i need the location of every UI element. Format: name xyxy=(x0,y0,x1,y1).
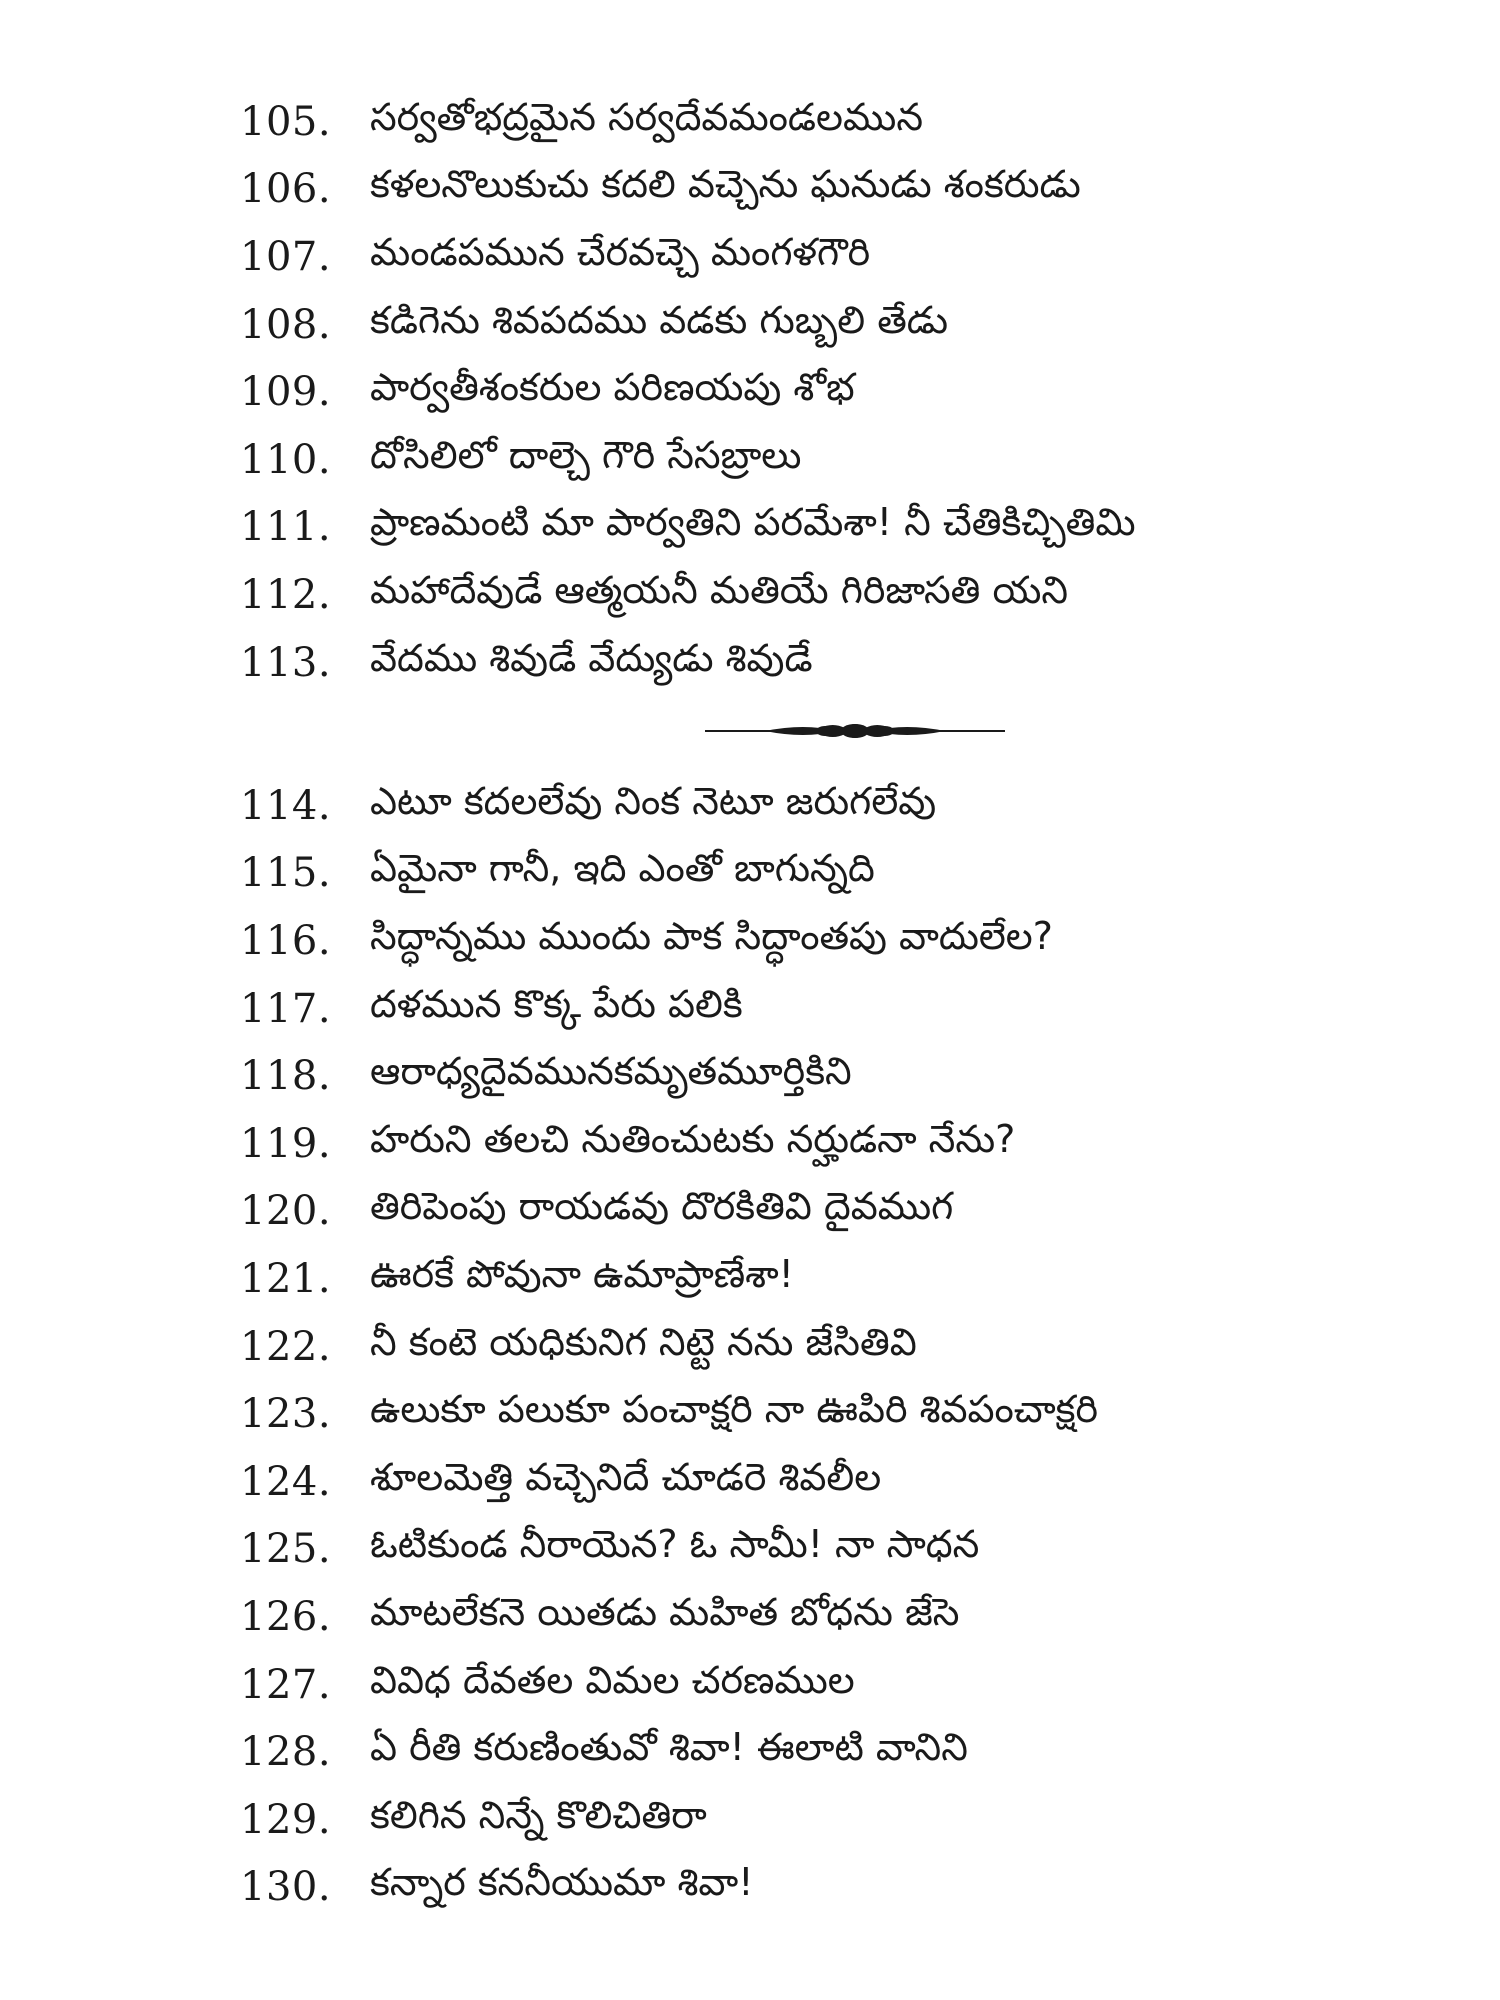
verse-line xyxy=(240,1516,1440,1584)
verse-line xyxy=(240,840,1440,908)
verse-text: వేదము శివుడే వేద్యుడు శివుడే xyxy=(370,635,813,680)
verse-list-bottom xyxy=(240,772,1440,1921)
verse-line xyxy=(240,1245,1440,1313)
verse-text: మాటలేకనె యితడు మహిత బోధను జేసె xyxy=(370,1589,960,1634)
verse-number: 129. xyxy=(240,1796,332,1843)
verse-line xyxy=(240,975,1440,1043)
verse-number: 113. xyxy=(240,639,332,686)
verse-number: 105. xyxy=(240,98,332,145)
verse-number: 127. xyxy=(240,1661,332,1708)
verse-line xyxy=(240,291,1440,359)
verse-text: ఆరాధ్యదైవమునకమృతమూర్తికిని xyxy=(370,1049,852,1094)
verse-line xyxy=(240,1380,1440,1448)
verse-number: 126. xyxy=(240,1593,332,1640)
verse-number: 106. xyxy=(240,166,332,213)
verse-text: మండపమున చేరవచ్చె మంగళగౌరి xyxy=(370,229,871,274)
verse-line xyxy=(240,358,1440,426)
verse-text: కడిగెను శివపదము వడకు గుబ్బలి తేడు xyxy=(370,297,949,342)
verse-number: 118. xyxy=(240,1053,332,1100)
verse-text: కన్నార కననీయుమా శివా! xyxy=(370,1860,754,1905)
verse-text: దళమున కొక్క పేరు పలికి xyxy=(370,981,743,1026)
verse-text: నీ కంటె యధికునిగ నిట్టె నను జేసితివి xyxy=(370,1319,917,1364)
verse-number: 130. xyxy=(240,1864,332,1911)
verse-number: 117. xyxy=(240,985,332,1032)
verse-text: ఊరకే పోవునా ఉమాప్రాణేశా! xyxy=(370,1251,794,1296)
verse-number: 119. xyxy=(240,1120,332,1167)
verse-number: 123. xyxy=(240,1391,332,1438)
verse-line xyxy=(240,88,1440,156)
verse-text: మహాదేవుడే ఆత్మయనీ మతియే గిరిజాసతి యని xyxy=(370,567,1069,612)
verse-text: ఓటికుండ నీరాయెన? ఓ సామీ! నా సాధన xyxy=(370,1522,980,1567)
verse-text: ప్రాణమంటి మా పార్వతిని పరమేశా! నీ చేతికిచ్చితిమి xyxy=(370,500,1136,545)
verse-line xyxy=(240,426,1440,494)
verse-number: 112. xyxy=(240,571,332,618)
verse-text: తిరిపెంపు రాయడవు దొరకితివి దైవముగ xyxy=(370,1184,954,1229)
verse-number: 108. xyxy=(240,301,332,348)
verse-line xyxy=(240,772,1440,840)
verse-number: 109. xyxy=(240,369,332,416)
verse-number: 111. xyxy=(240,504,332,551)
verse-number: 110. xyxy=(240,436,332,483)
verse-line xyxy=(240,561,1440,629)
verse-text: హరుని తలచి నుతించుటకు నర్హుడనా నేను? xyxy=(370,1116,1016,1161)
verse-line xyxy=(240,156,1440,224)
verse-line xyxy=(240,1042,1440,1110)
ornamental-divider-icon xyxy=(705,716,1005,746)
verse-line xyxy=(240,1718,1440,1786)
verse-line xyxy=(240,1313,1440,1381)
verse-text: ఉలుకూ పలుకూ పంచాక్షరి నా ఊపిరి శివపంచాక్షరి xyxy=(370,1387,1099,1432)
verse-line xyxy=(240,1110,1440,1178)
verse-number: 120. xyxy=(240,1188,332,1235)
verse-list-top xyxy=(240,88,1440,696)
verse-line xyxy=(240,1786,1440,1854)
verse-line xyxy=(240,1448,1440,1516)
verse-line xyxy=(240,494,1440,562)
verse-text: సిద్ధాన్నము ముందు పాక సిద్ధాంతపు వాదులేల? xyxy=(370,913,1053,958)
verse-text: ఏమైనా గానీ, ఇది ఎంతో బాగున్నది xyxy=(370,846,875,891)
verse-line xyxy=(240,223,1440,291)
verse-text: ఏ రీతి కరుణింతువో శివా! ఈలాటి వానిని xyxy=(370,1725,968,1770)
verse-line xyxy=(240,1178,1440,1246)
verse-text: దోసిలిలో దాల్చె గౌరి సేసబ్రాలు xyxy=(370,432,802,477)
verse-number: 116. xyxy=(240,917,332,964)
verse-number: 114. xyxy=(240,782,332,829)
verse-line xyxy=(240,629,1440,697)
verse-text: కళలనొలుకుచు కదలి వచ్చెను ఘనుడు శంకరుడు xyxy=(370,162,1081,207)
verse-text: పార్వతీశంకరుల పరిణయపు శోభ xyxy=(370,365,855,410)
verse-line xyxy=(240,907,1440,975)
verse-number: 121. xyxy=(240,1255,332,1302)
verse-line xyxy=(240,1651,1440,1719)
verse-number: 128. xyxy=(240,1729,332,1776)
verse-number: 115. xyxy=(240,850,332,897)
verse-text: ఎటూ కదలలేవు నింక నెటూ జరుగలేవు xyxy=(370,778,937,823)
verse-number: 125. xyxy=(240,1526,332,1573)
verse-text: శూలమెత్తి వచ్చెనిదే చూడరె శివలీల xyxy=(370,1454,882,1499)
verse-text: వివిధ దేవతల విమల చరణముల xyxy=(370,1657,855,1702)
verse-number: 124. xyxy=(240,1458,332,1505)
verse-line xyxy=(240,1583,1440,1651)
verse-text: కలిగిన నిన్నే కొలిచితిరా xyxy=(370,1792,707,1837)
verse-number: 122. xyxy=(240,1323,332,1370)
verse-line xyxy=(240,1854,1440,1922)
verse-number: 107. xyxy=(240,233,332,280)
verse-text: సర్వతోభద్రమైన సర్వదేవమండలమున xyxy=(370,94,924,139)
